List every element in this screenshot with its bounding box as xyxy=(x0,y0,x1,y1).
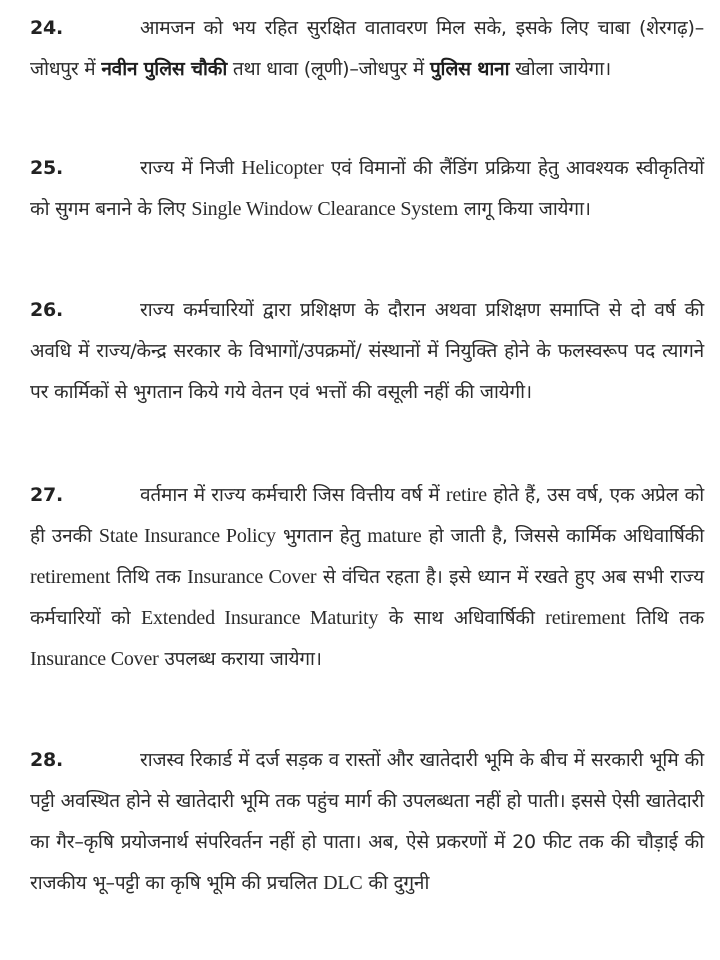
paragraph-text: राज्य में निजी xyxy=(140,157,242,179)
paragraph-text: से वंचित रहता है। इसे ध्यान में रखते हुए अब सभी राज्य कर्मचारियों को xyxy=(30,566,704,629)
paragraph-25 xyxy=(30,148,704,230)
paragraph-text: भुगतान हेतु xyxy=(275,525,368,547)
paragraph-number: 25. xyxy=(30,157,64,179)
latin-term: mature xyxy=(367,525,422,547)
paragraph-text: राज्य कर्मचारियों द्वारा प्रशिक्षण के दौरान अथवा प्रशिक्षण समाप्ति से दो वर्ष की अवधि में राज्य/केन्द्र सरकार के विभागों/उपक्रमों/ संस्थानों में नियुक्ति होने के फलस्वरूप पद त्यागने पर कार्मिकों से भुगतान किये गये वेतन एवं भत्तों की वसूली नहीं की जायेगी। xyxy=(30,299,704,403)
paragraph-text: लागू किया जायेगा। xyxy=(458,198,591,220)
paragraph-number: 28. xyxy=(30,749,64,771)
paragraph-text: आमजन को भय रहित सुरक्षित वातावरण मिल सके, इसके लिए चाबा (शेरगढ़)–जोधपुर में xyxy=(30,17,704,80)
latin-term: Insurance Cover xyxy=(187,566,317,588)
paragraph-number: 27. xyxy=(30,484,64,506)
paragraph-text: के साथ अधिवार्षिकी xyxy=(378,607,546,629)
paragraph-28 xyxy=(30,740,704,904)
latin-term: retirement xyxy=(545,607,626,629)
latin-term: Extended Insurance Maturity xyxy=(140,607,379,629)
latin-term: DLC xyxy=(323,872,363,894)
latin-term: retirement xyxy=(30,566,111,588)
latin-term: State Insurance Policy xyxy=(98,525,276,547)
paragraph-text: हो जाती है, जिससे कार्मिक अधिवार्षिकी xyxy=(421,525,704,547)
paragraph-text: खोला जायेगा। xyxy=(509,58,611,80)
latin-term: Helicopter xyxy=(241,157,324,179)
latin-term: Insurance Cover xyxy=(30,648,159,670)
paragraph-text: तथा धावा (लूणी)–जोधपुर में xyxy=(227,58,430,80)
latin-term: Single Window Clearance System xyxy=(191,198,459,220)
paragraph-text: एवं विमानों की लैंडिंग प्रक्रिया हेतु आवश्यक स्वीकृतियों को सुगम बनाने के लिए xyxy=(30,157,704,220)
paragraph-text: वर्तमान में राज्य कर्मचारी जिस वित्तीय वर्ष में xyxy=(140,484,446,506)
paragraph-text: तिथि तक xyxy=(110,566,188,588)
paragraph-text: उपलब्ध कराया जायेगा। xyxy=(158,648,322,670)
bold-phrase-new-police-post: नवीन पुलिस चौकी xyxy=(101,58,228,80)
paragraph-text: तिथि तक xyxy=(625,607,704,629)
paragraph-24 xyxy=(30,8,704,90)
paragraph-text: होते हैं, उस वर्ष, एक अप्रेल को ही उनकी xyxy=(30,484,704,547)
paragraph-text: राजस्व रिकार्ड में दर्ज सड़क व रास्तों और खातेदारी भूमि के बीच में सरकारी भूमि की पट्टी अवस्थित होने से खातेदारी भूमि तक पहुंच मार्ग की उपलब्धता नहीं हो पाती। इससे ऐसी खातेदारी का गैर–कृषि प्रयोजनार्थ संपरिवर्तन नहीं हो पाता। अब, ऐसे प्रकरणों में 20 फीट तक की चौड़ाई की राजकीय भू–पट्टी का कृषि भूमि की प्रचलित xyxy=(30,749,704,894)
paragraph-number: 26. xyxy=(30,299,64,321)
latin-term: retire xyxy=(445,484,487,506)
paragraph-26 xyxy=(30,290,704,413)
bold-phrase-police-station: पुलिस थाना xyxy=(429,58,510,80)
paragraph-27 xyxy=(30,475,704,680)
paragraph-text: की दुगुनी xyxy=(362,872,430,894)
paragraph-number: 24. xyxy=(30,17,64,39)
